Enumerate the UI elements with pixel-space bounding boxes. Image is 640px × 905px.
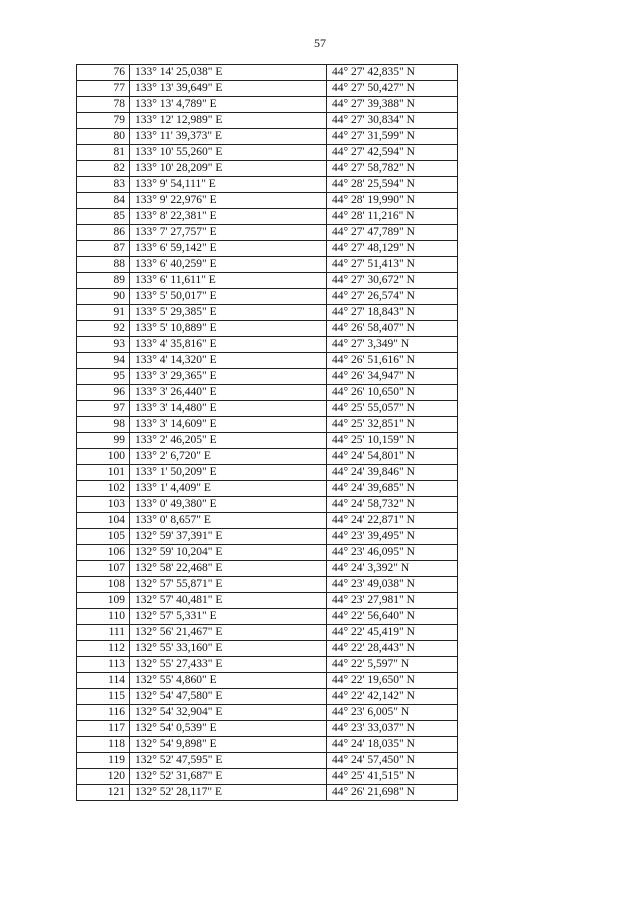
table-row xyxy=(77,369,458,385)
table-row xyxy=(77,129,458,145)
longitude-cell: 133° 12' 12,989" E xyxy=(130,113,327,129)
longitude-cell: 133° 9' 22,976" E xyxy=(130,193,327,209)
table-row xyxy=(77,97,458,113)
latitude-cell: 44° 27' 31,599" N xyxy=(327,129,458,145)
longitude-cell: 133° 5' 29,385" E xyxy=(130,305,327,321)
latitude-cell: 44° 22' 45,419" N xyxy=(327,625,458,641)
latitude-cell: 44° 25' 32,851" N xyxy=(327,417,458,433)
longitude-cell: 132° 52' 47,595" E xyxy=(130,753,327,769)
point-number: 97 xyxy=(77,401,130,417)
table-row xyxy=(77,641,458,657)
longitude-cell: 133° 1' 50,209" E xyxy=(130,465,327,481)
latitude-cell: 44° 27' 42,594" N xyxy=(327,145,458,161)
table-row xyxy=(77,737,458,753)
table-row xyxy=(77,289,458,305)
table-row xyxy=(77,273,458,289)
longitude-cell: 133° 13' 39,649" E xyxy=(130,81,327,97)
latitude-cell: 44° 24' 39,685" N xyxy=(327,481,458,497)
point-number: 114 xyxy=(77,673,130,689)
coordinates-table xyxy=(76,64,458,801)
table-row xyxy=(77,145,458,161)
table-row xyxy=(77,497,458,513)
longitude-cell: 132° 59' 10,204" E xyxy=(130,545,327,561)
latitude-cell: 44° 26' 10,650" N xyxy=(327,385,458,401)
longitude-cell: 132° 56' 21,467" E xyxy=(130,625,327,641)
point-number: 82 xyxy=(77,161,130,177)
longitude-cell: 133° 6' 11,611" E xyxy=(130,273,327,289)
latitude-cell: 44° 23' 39,495" N xyxy=(327,529,458,545)
latitude-cell: 44° 27' 58,782" N xyxy=(327,161,458,177)
latitude-cell: 44° 27' 47,789" N xyxy=(327,225,458,241)
longitude-cell: 133° 5' 50,017" E xyxy=(130,289,327,305)
point-number: 91 xyxy=(77,305,130,321)
point-number: 83 xyxy=(77,177,130,193)
table-row xyxy=(77,545,458,561)
table-row xyxy=(77,561,458,577)
table-row xyxy=(77,401,458,417)
point-number: 102 xyxy=(77,481,130,497)
longitude-cell: 133° 2' 6,720" E xyxy=(130,449,327,465)
longitude-cell: 133° 4' 35,816" E xyxy=(130,337,327,353)
point-number: 78 xyxy=(77,97,130,113)
point-number: 84 xyxy=(77,193,130,209)
coordinates-table-body xyxy=(77,65,458,801)
point-number: 88 xyxy=(77,257,130,273)
table-row xyxy=(77,753,458,769)
longitude-cell: 133° 7' 27,757" E xyxy=(130,225,327,241)
longitude-cell: 133° 8' 22,381" E xyxy=(130,209,327,225)
table-row xyxy=(77,353,458,369)
table-row xyxy=(77,705,458,721)
table-row xyxy=(77,577,458,593)
table-row xyxy=(77,513,458,529)
table-row xyxy=(77,209,458,225)
table-row xyxy=(77,465,458,481)
latitude-cell: 44° 27' 51,413" N xyxy=(327,257,458,273)
point-number: 98 xyxy=(77,417,130,433)
longitude-cell: 133° 11' 39,373" E xyxy=(130,129,327,145)
table-row xyxy=(77,385,458,401)
longitude-cell: 133° 4' 14,320" E xyxy=(130,353,327,369)
latitude-cell: 44° 22' 42,142" N xyxy=(327,689,458,705)
longitude-cell: 133° 0' 49,380" E xyxy=(130,497,327,513)
longitude-cell: 133° 10' 28,209" E xyxy=(130,161,327,177)
latitude-cell: 44° 25' 55,057" N xyxy=(327,401,458,417)
table-row xyxy=(77,673,458,689)
point-number: 86 xyxy=(77,225,130,241)
longitude-cell: 133° 14' 25,038" E xyxy=(130,65,327,81)
latitude-cell: 44° 24' 22,871" N xyxy=(327,513,458,529)
latitude-cell: 44° 23' 6,005" N xyxy=(327,705,458,721)
point-number: 77 xyxy=(77,81,130,97)
table-row xyxy=(77,785,458,801)
point-number: 107 xyxy=(77,561,130,577)
longitude-cell: 132° 54' 9,898" E xyxy=(130,737,327,753)
point-number: 95 xyxy=(77,369,130,385)
latitude-cell: 44° 22' 56,640" N xyxy=(327,609,458,625)
longitude-cell: 132° 54' 0,539" E xyxy=(130,721,327,737)
table-row xyxy=(77,417,458,433)
latitude-cell: 44° 28' 19,990" N xyxy=(327,193,458,209)
longitude-cell: 132° 55' 4,860" E xyxy=(130,673,327,689)
longitude-cell: 133° 9' 54,111" E xyxy=(130,177,327,193)
table-row xyxy=(77,193,458,209)
latitude-cell: 44° 26' 58,407" N xyxy=(327,321,458,337)
table-row xyxy=(77,337,458,353)
point-number: 96 xyxy=(77,385,130,401)
table-row xyxy=(77,593,458,609)
latitude-cell: 44° 23' 27,981" N xyxy=(327,593,458,609)
latitude-cell: 44° 24' 58,732" N xyxy=(327,497,458,513)
table-row xyxy=(77,177,458,193)
table-row xyxy=(77,721,458,737)
point-number: 90 xyxy=(77,289,130,305)
table-row xyxy=(77,689,458,705)
point-number: 118 xyxy=(77,737,130,753)
latitude-cell: 44° 27' 26,574" N xyxy=(327,289,458,305)
longitude-cell: 132° 55' 33,160" E xyxy=(130,641,327,657)
latitude-cell: 44° 26' 51,616" N xyxy=(327,353,458,369)
longitude-cell: 133° 3' 14,480" E xyxy=(130,401,327,417)
longitude-cell: 132° 52' 28,117" E xyxy=(130,785,327,801)
latitude-cell: 44° 24' 3,392" N xyxy=(327,561,458,577)
point-number: 112 xyxy=(77,641,130,657)
table-row xyxy=(77,81,458,97)
point-number: 94 xyxy=(77,353,130,369)
point-number: 93 xyxy=(77,337,130,353)
latitude-cell: 44° 23' 46,095" N xyxy=(327,545,458,561)
latitude-cell: 44° 22' 19,650" N xyxy=(327,673,458,689)
latitude-cell: 44° 25' 41,515" N xyxy=(327,769,458,785)
latitude-cell: 44° 28' 11,216" N xyxy=(327,209,458,225)
longitude-cell: 132° 57' 5,331" E xyxy=(130,609,327,625)
latitude-cell: 44° 24' 39,846" N xyxy=(327,465,458,481)
latitude-cell: 44° 26' 34,947" N xyxy=(327,369,458,385)
latitude-cell: 44° 22' 5,597" N xyxy=(327,657,458,673)
point-number: 89 xyxy=(77,273,130,289)
longitude-cell: 132° 55' 27,433" E xyxy=(130,657,327,673)
longitude-cell: 133° 3' 14,609" E xyxy=(130,417,327,433)
latitude-cell: 44° 27' 48,129" N xyxy=(327,241,458,257)
point-number: 85 xyxy=(77,209,130,225)
longitude-cell: 133° 6' 40,259" E xyxy=(130,257,327,273)
table-row xyxy=(77,529,458,545)
table-row xyxy=(77,449,458,465)
table-row xyxy=(77,321,458,337)
longitude-cell: 133° 2' 46,205" E xyxy=(130,433,327,449)
point-number: 109 xyxy=(77,593,130,609)
point-number: 81 xyxy=(77,145,130,161)
table-row xyxy=(77,65,458,81)
point-number: 104 xyxy=(77,513,130,529)
point-number: 117 xyxy=(77,721,130,737)
point-number: 100 xyxy=(77,449,130,465)
latitude-cell: 44° 23' 49,038" N xyxy=(327,577,458,593)
latitude-cell: 44° 28' 25,594" N xyxy=(327,177,458,193)
latitude-cell: 44° 27' 18,843" N xyxy=(327,305,458,321)
longitude-cell: 133° 3' 26,440" E xyxy=(130,385,327,401)
table-row xyxy=(77,625,458,641)
point-number: 103 xyxy=(77,497,130,513)
table-row xyxy=(77,161,458,177)
longitude-cell: 132° 59' 37,391" E xyxy=(130,529,327,545)
point-number: 119 xyxy=(77,753,130,769)
table-row xyxy=(77,241,458,257)
table-row xyxy=(77,433,458,449)
table-row xyxy=(77,257,458,273)
point-number: 92 xyxy=(77,321,130,337)
longitude-cell: 133° 1' 4,409" E xyxy=(130,481,327,497)
latitude-cell: 44° 27' 3,349" N xyxy=(327,337,458,353)
point-number: 76 xyxy=(77,65,130,81)
latitude-cell: 44° 27' 30,672" N xyxy=(327,273,458,289)
point-number: 110 xyxy=(77,609,130,625)
table-row xyxy=(77,657,458,673)
point-number: 121 xyxy=(77,785,130,801)
latitude-cell: 44° 27' 30,834" N xyxy=(327,113,458,129)
latitude-cell: 44° 25' 10,159" N xyxy=(327,433,458,449)
point-number: 116 xyxy=(77,705,130,721)
latitude-cell: 44° 24' 54,801" N xyxy=(327,449,458,465)
point-number: 101 xyxy=(77,465,130,481)
latitude-cell: 44° 24' 57,450" N xyxy=(327,753,458,769)
table-row xyxy=(77,609,458,625)
latitude-cell: 44° 22' 28,443" N xyxy=(327,641,458,657)
latitude-cell: 44° 24' 18,035" N xyxy=(327,737,458,753)
longitude-cell: 132° 52' 31,687" E xyxy=(130,769,327,785)
longitude-cell: 133° 5' 10,889" E xyxy=(130,321,327,337)
point-number: 111 xyxy=(77,625,130,641)
longitude-cell: 133° 6' 59,142" E xyxy=(130,241,327,257)
table-row xyxy=(77,113,458,129)
table-row xyxy=(77,769,458,785)
table-row xyxy=(77,305,458,321)
page-number: 57 xyxy=(314,36,326,50)
point-number: 87 xyxy=(77,241,130,257)
latitude-cell: 44° 27' 50,427" N xyxy=(327,81,458,97)
point-number: 79 xyxy=(77,113,130,129)
table-row xyxy=(77,481,458,497)
longitude-cell: 132° 54' 47,580" E xyxy=(130,689,327,705)
point-number: 80 xyxy=(77,129,130,145)
point-number: 99 xyxy=(77,433,130,449)
longitude-cell: 132° 54' 32,904" E xyxy=(130,705,327,721)
latitude-cell: 44° 23' 33,037" N xyxy=(327,721,458,737)
point-number: 115 xyxy=(77,689,130,705)
point-number: 120 xyxy=(77,769,130,785)
longitude-cell: 133° 0' 8,657" E xyxy=(130,513,327,529)
latitude-cell: 44° 27' 42,835" N xyxy=(327,65,458,81)
point-number: 108 xyxy=(77,577,130,593)
longitude-cell: 132° 58' 22,468" E xyxy=(130,561,327,577)
longitude-cell: 133° 13' 4,789" E xyxy=(130,97,327,113)
latitude-cell: 44° 26' 21,698" N xyxy=(327,785,458,801)
point-number: 105 xyxy=(77,529,130,545)
point-number: 113 xyxy=(77,657,130,673)
table-row xyxy=(77,225,458,241)
point-number: 106 xyxy=(77,545,130,561)
longitude-cell: 133° 3' 29,365" E xyxy=(130,369,327,385)
longitude-cell: 132° 57' 55,871" E xyxy=(130,577,327,593)
longitude-cell: 133° 10' 55,260" E xyxy=(130,145,327,161)
latitude-cell: 44° 27' 39,388" N xyxy=(327,97,458,113)
longitude-cell: 132° 57' 40,481" E xyxy=(130,593,327,609)
